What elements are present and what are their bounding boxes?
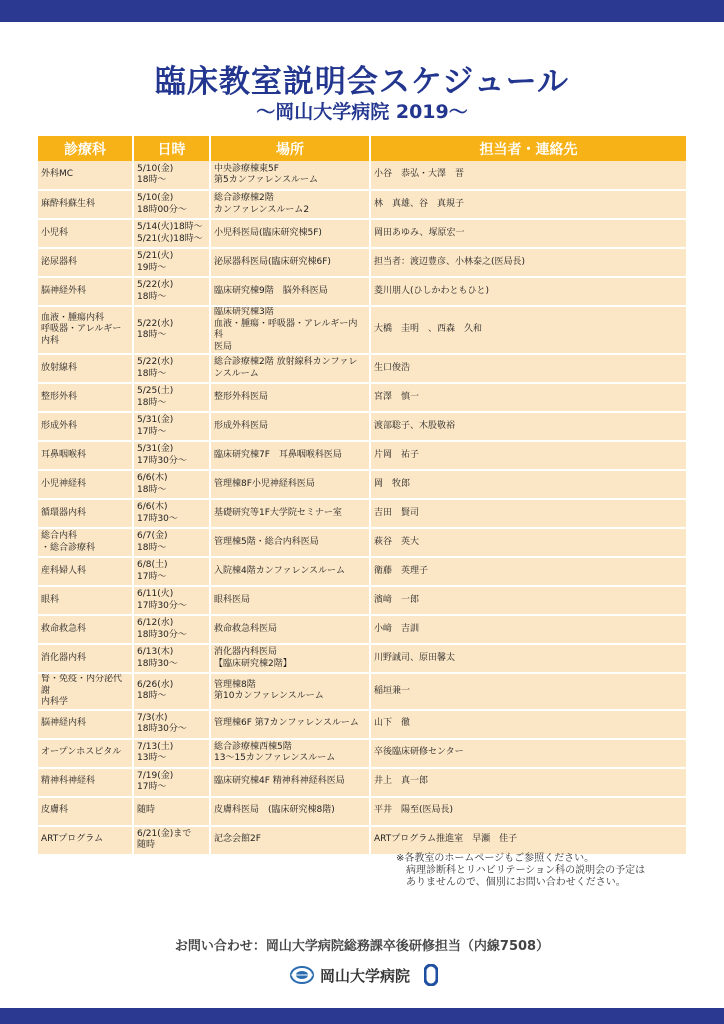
contact-cell: 林 真雄、谷 真規子	[370, 190, 686, 219]
location-cell: 泌尿器科医局(臨床研究棟6F)	[210, 248, 370, 277]
location-cell: 記念会館2F	[210, 826, 370, 855]
location-cell: 救命救急科医局	[210, 615, 370, 644]
university-mark-icon	[424, 964, 438, 986]
datetime-cell: 6/11(火) 17時30分〜	[133, 586, 210, 615]
department-cell: 整形外科	[38, 383, 133, 412]
department-cell: 眼科	[38, 586, 133, 615]
table-row	[38, 219, 686, 248]
table-row	[38, 306, 686, 354]
contact-cell: ARTプログラム推進室 早瀬 佳子	[370, 826, 686, 855]
department-cell: 麻酔科蘇生科	[38, 190, 133, 219]
department-cell: 形成外科	[38, 412, 133, 441]
hospital-logo-text: 岡山大学病院	[320, 966, 411, 985]
header-location: 場所	[210, 136, 370, 161]
table-row	[38, 710, 686, 739]
table-row	[38, 383, 686, 412]
table-row	[38, 441, 686, 470]
contact-cell: 岡田あゆみ、塚原宏一	[370, 219, 686, 248]
department-cell: 救命救急科	[38, 615, 133, 644]
department-cell: 小児神経科	[38, 470, 133, 499]
contact-cell: 渡部聡子、木股敬裕	[370, 412, 686, 441]
contact-cell: 濱﨑 一郎	[370, 586, 686, 615]
contact-cell: 衛藤 英理子	[370, 557, 686, 586]
bottom-banner-bar	[0, 1008, 724, 1024]
contact-cell: 片岡 祐子	[370, 441, 686, 470]
department-cell: 皮膚科	[38, 797, 133, 826]
location-cell: 眼科医局	[210, 586, 370, 615]
contact-info: お問い合わせ：岡山大学病院総務課卒後研修担当（内線7508）	[174, 939, 550, 954]
department-cell: 放射線科	[38, 354, 133, 383]
datetime-cell: 5/22(水) 18時〜	[133, 354, 210, 383]
header-contact: 担当者・連絡先	[370, 136, 686, 161]
location-cell: 小児科医局(臨床研究棟5F)	[210, 219, 370, 248]
table-row	[38, 673, 686, 710]
department-cell: 耳鼻咽喉科	[38, 441, 133, 470]
department-cell: 血液・腫瘍内科 呼吸器・アレルギー 内科	[38, 306, 133, 354]
contact-cell: 卒後臨床研修センター	[370, 739, 686, 768]
location-cell: 整形外科医局	[210, 383, 370, 412]
table-row	[38, 412, 686, 441]
department-cell: 腎・免疫・内分泌代謝 内科学	[38, 673, 133, 710]
location-cell: 総合診療棟2階 カンファレンスルーム2	[210, 190, 370, 219]
datetime-cell: 5/10(金) 18時〜	[133, 161, 210, 190]
contact-cell: 平井 陽至(医局長)	[370, 797, 686, 826]
department-cell: 小児科	[38, 219, 133, 248]
datetime-cell: 6/8(土) 17時〜	[133, 557, 210, 586]
page-title: 臨床教室説明会スケジュール	[154, 64, 570, 100]
table-row	[38, 739, 686, 768]
location-cell: 形成外科医局	[210, 412, 370, 441]
table-row	[38, 826, 686, 855]
datetime-cell: 5/22(水) 18時〜	[133, 277, 210, 306]
datetime-cell: 7/19(金) 17時〜	[133, 768, 210, 797]
top-banner-bar	[0, 0, 724, 22]
datetime-cell: 6/7(金) 18時〜	[133, 528, 210, 557]
department-cell: 総合内科 ・総合診療科	[38, 528, 133, 557]
table-row	[38, 768, 686, 797]
table-row	[38, 190, 686, 219]
header-department: 診療科	[38, 136, 133, 161]
location-cell: 管理棟5階・総合内科医局	[210, 528, 370, 557]
schedule-table	[38, 136, 686, 856]
location-cell: 中央診療棟東5F 第5カンファレンスルーム	[210, 161, 370, 190]
location-cell: 臨床研究棟3階 血液・腫瘍・呼吸器・アレルギー内科 医局	[210, 306, 370, 354]
location-cell: 基礎研究等1F大学院セミナー室	[210, 499, 370, 528]
department-cell: オープンホスピタル	[38, 739, 133, 768]
page-subtitle: 〜岡山大学病院 2019〜	[256, 101, 468, 123]
datetime-cell: 6/13(木) 18時30〜	[133, 644, 210, 673]
contact-cell: 小谷 恭弘・大澤 晋	[370, 161, 686, 190]
table-row	[38, 528, 686, 557]
contact-cell: 井上 真一郎	[370, 768, 686, 797]
contact-cell: 稲垣兼一	[370, 673, 686, 710]
department-cell: ARTプログラム	[38, 826, 133, 855]
contact-cell: 担当者：渡辺豊彦、小林泰之(医局長)	[370, 248, 686, 277]
datetime-cell: 随時	[133, 797, 210, 826]
datetime-cell: 5/31(金) 17時30分〜	[133, 441, 210, 470]
datetime-cell: 6/6(木) 18時〜	[133, 470, 210, 499]
contact-cell: 宮澤 慎一	[370, 383, 686, 412]
location-cell: 臨床研究棟4F 精神科神経科医局	[210, 768, 370, 797]
datetime-cell: 7/13(土) 13時〜	[133, 739, 210, 768]
contact-cell: 生口俊浩	[370, 354, 686, 383]
department-cell: 脳神経外科	[38, 277, 133, 306]
contact-cell: 岡 牧郎	[370, 470, 686, 499]
contact-cell: 大橋 圭明 、西森 久和	[370, 306, 686, 354]
location-cell: 総合診療棟2階 放射線科カンファレ ンスルーム	[210, 354, 370, 383]
contact-cell: 萩谷 英大	[370, 528, 686, 557]
location-cell: 総合診療棟西棟5階 13〜15カンファレンスルーム	[210, 739, 370, 768]
datetime-cell: 5/14(火)18時〜 5/21(火)18時〜	[133, 219, 210, 248]
department-cell: 消化器内科	[38, 644, 133, 673]
footnote: ※各教室のホームページもご参照ください。 病理診断科とリハビリテーション科の説明会の予定は ありませんので、個別にお問い合わせください。	[396, 853, 646, 888]
hospital-emblem-icon	[290, 965, 314, 985]
contact-cell: 吉田 賢司	[370, 499, 686, 528]
table-row	[38, 586, 686, 615]
contact-cell: 菱川朋人(ひしかわともひと)	[370, 277, 686, 306]
datetime-cell: 5/25(土) 18時〜	[133, 383, 210, 412]
datetime-cell: 5/22(水) 18時〜	[133, 306, 210, 354]
header-datetime: 日時	[133, 136, 210, 161]
datetime-cell: 7/3(水) 18時30分〜	[133, 710, 210, 739]
table-row	[38, 470, 686, 499]
contact-cell: 小﨑 吉訓	[370, 615, 686, 644]
table-row	[38, 615, 686, 644]
datetime-cell: 6/12(水) 18時30分〜	[133, 615, 210, 644]
contact-cell: 山下 徹	[370, 710, 686, 739]
table-row	[38, 797, 686, 826]
location-cell: 皮膚科医局 (臨床研究棟8階)	[210, 797, 370, 826]
contact-cell: 川野誠司、原田馨太	[370, 644, 686, 673]
department-cell: 外科MC	[38, 161, 133, 190]
datetime-cell: 6/21(金)まで 随時	[133, 826, 210, 855]
location-cell: 臨床研究棟9階 脳外科医局	[210, 277, 370, 306]
location-cell: 管理棟8階 第10カンファレンスルーム	[210, 673, 370, 710]
location-cell: 管理棟8F小児神経科医局	[210, 470, 370, 499]
department-cell: 循環器内科	[38, 499, 133, 528]
department-cell: 精神科神経科	[38, 768, 133, 797]
table-row	[38, 644, 686, 673]
datetime-cell: 5/21(火) 19時〜	[133, 248, 210, 277]
department-cell: 脳神経内科	[38, 710, 133, 739]
table-row	[38, 354, 686, 383]
table-row	[38, 277, 686, 306]
location-cell: 入院棟4階カンファレンスルーム	[210, 557, 370, 586]
table-row	[38, 161, 686, 190]
datetime-cell: 5/10(金) 18時00分〜	[133, 190, 210, 219]
department-cell: 泌尿器科	[38, 248, 133, 277]
datetime-cell: 6/6(木) 17時30〜	[133, 499, 210, 528]
location-cell: 消化器内科医局 【臨床研究棟2階】	[210, 644, 370, 673]
datetime-cell: 6/26(水) 18時〜	[133, 673, 210, 710]
hospital-logo	[290, 960, 438, 990]
table-row	[38, 557, 686, 586]
table-row	[38, 248, 686, 277]
table-header-row	[38, 136, 686, 161]
location-cell: 管理棟6F 第7カンファレンスルーム	[210, 710, 370, 739]
department-cell: 産科婦人科	[38, 557, 133, 586]
table-row	[38, 499, 686, 528]
datetime-cell: 5/31(金) 17時〜	[133, 412, 210, 441]
location-cell: 臨床研究棟7F 耳鼻咽喉科医局	[210, 441, 370, 470]
